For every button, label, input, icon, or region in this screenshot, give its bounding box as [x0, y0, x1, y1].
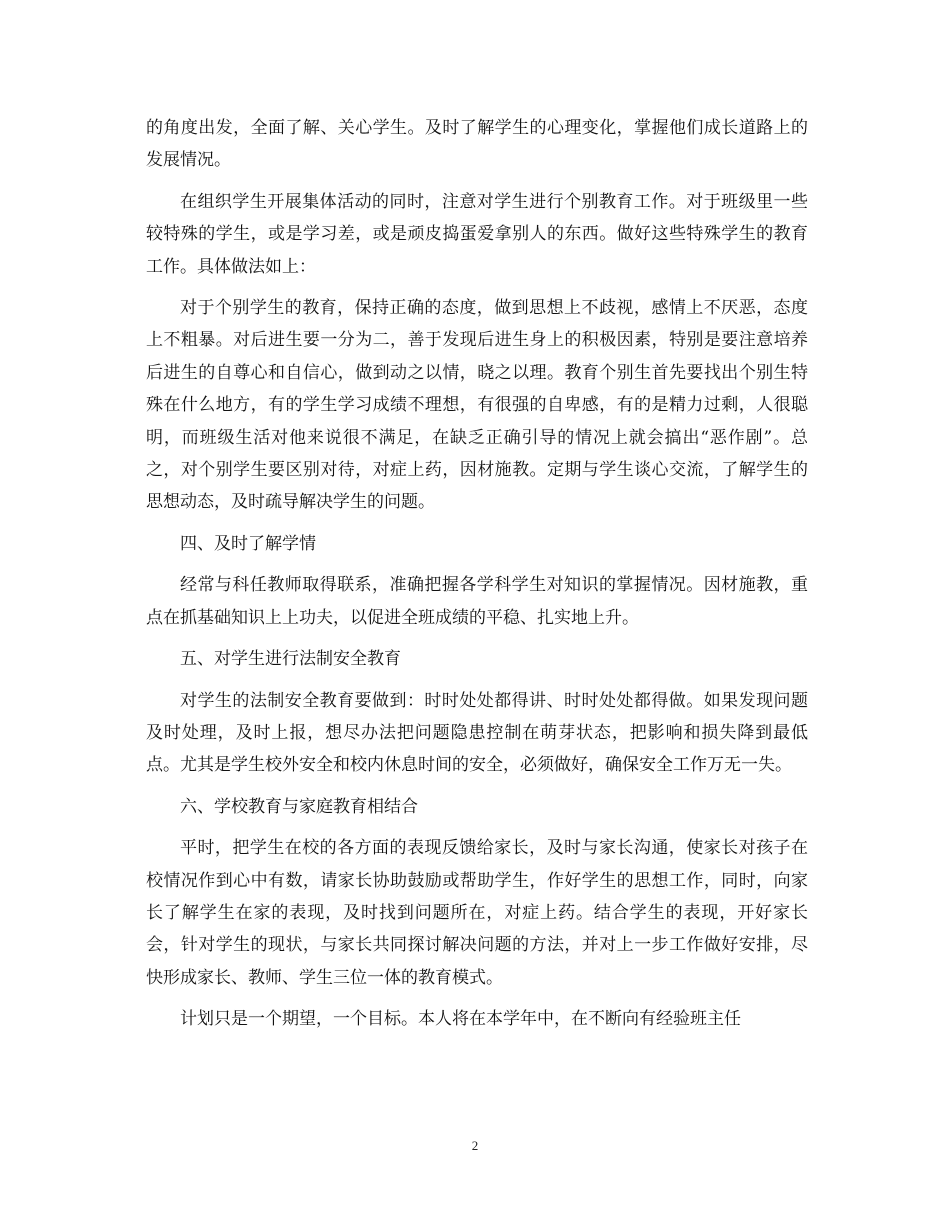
paragraph-7: 对学生的法制安全教育要做到：时时处处都得讲、时时处处都得做。如果发现问题及时处理，及时上报，想尽办法把问题隐患控制在萌芽状态，把影响和损失降到最低点。尤其是学生校外安全和校内休息时间的安全，必须做好，确保安全工作万无一失。 — [146, 690, 808, 776]
paragraph-10: 计划只是一个期望，一个目标。本人将在本学年中，在不断向有经验班主任 — [180, 1009, 741, 1030]
paragraph-3: 对于个别学生的教育，保持正确的态度，做到思想上不歧视，感情上不厌恶，态度上不粗暴。对后进生要一分为二，善于发现后进生身上的积极因素，特别是要注意培养后进生的自尊心和自信心，做到动之以情，晓之以理。教育个别生首先要找出个别生特殊在什么地方，有的学生学习成绩不理想，有很强的自卑感，有的是精力过剩，人很聪明，而班级生活对他来说很不满足，在缺乏正确引导的情况上就会搞出“恶作剧”。总之，对个别学生要区别对待，对症上药，因材施教。定期与学生谈心交流，了解学生的思想动态，及时疏导解决学生的问题。 — [146, 298, 808, 513]
paragraph-2: 在组织学生开展集体活动的同时，注意对学生进行个别教育工作。对于班级里一些较特殊的学生，或是学习差，或是顽皮捣蛋爱拿别人的东西。做好这些特殊学生的教育工作。具体做法如上： — [146, 191, 808, 277]
section-heading-5: 五、对学生进行法制安全教育 — [180, 649, 401, 670]
paragraph-5: 经常与科任教师取得联系，准确把握各学科学生对知识的掌握情况。因材施教，重点在抓基础知识上上功夫，以促进全班成绩的平稳、扎实地上升。 — [146, 575, 808, 628]
section-heading-6: 六、学校教育与家庭教育相结合 — [180, 796, 418, 817]
page-number: 2 — [471, 1138, 479, 1153]
paragraph-9: 平时，把学生在校的各方面的表现反馈给家长，及时与家长沟通，使家长对孩子在校情况作到心中有数，请家长协助鼓励或帮助学生，作好学生的思想工作，同时，向家长了解学生在家的表现，及时找到问题所在，对症上药。结合学生的表现，开好家长会，针对学生的现状，与家长共同探讨解决问题的方法，并对上一步工作做好安排，尽快形成家长、教师、学生三位一体的教育模式。 — [146, 838, 808, 988]
paragraph-1: 的角度出发，全面了解、关心学生。及时了解学生的心理变化，掌握他们成长道路上的发展情况。 — [146, 118, 808, 171]
document-body — [146, 112, 808, 1045]
section-heading-4: 四、及时了解学情 — [180, 533, 316, 554]
